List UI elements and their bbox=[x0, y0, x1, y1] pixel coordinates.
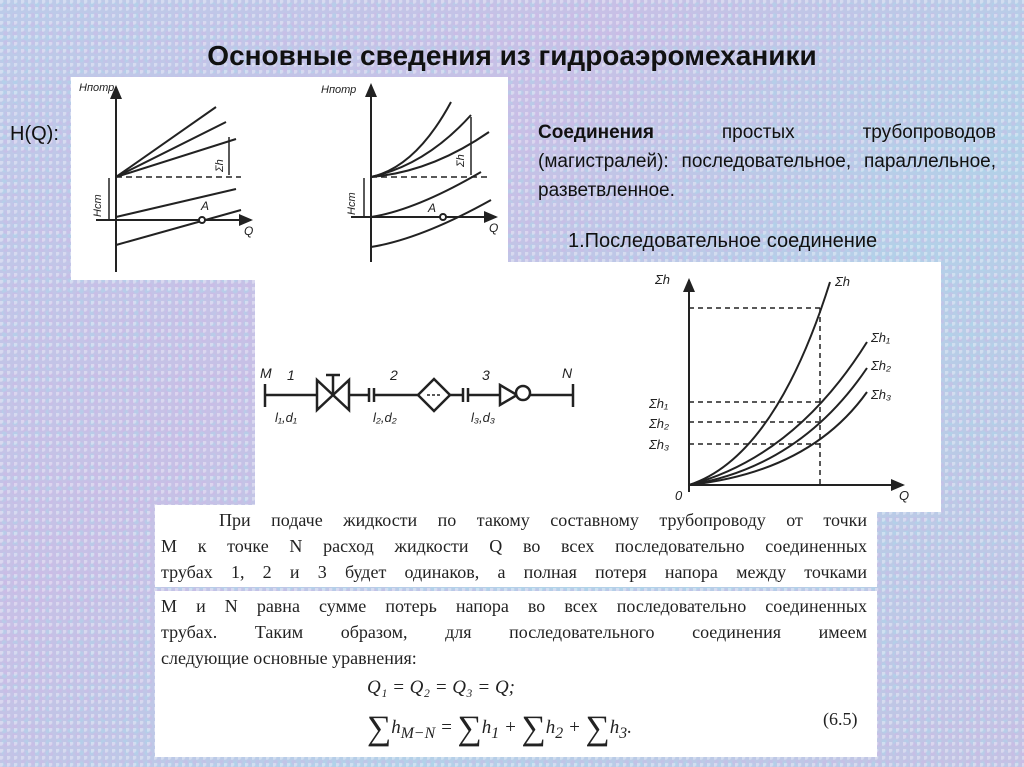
equation-2-h2: h bbox=[545, 717, 556, 738]
paragraph-1-line-2: M к точке N расход жидкости Q во всех последовательно соединенных bbox=[161, 536, 867, 556]
mid-y-label: Hпотр bbox=[321, 84, 357, 96]
sum-symbol-2: ∑ bbox=[521, 710, 546, 747]
mid-point-label: A bbox=[428, 201, 437, 215]
equation-2-plus-2: + bbox=[567, 717, 581, 738]
connections-text bbox=[538, 118, 996, 205]
mid-graph bbox=[351, 85, 499, 269]
equation-2-h3: h bbox=[609, 717, 620, 738]
hq-label: H(Q): bbox=[10, 123, 59, 145]
losses-y-label: Σh bbox=[655, 272, 671, 287]
paragraph-1-line-3: трубах 1, 2 и 3 будет одинаков, а полная потеря напора между точками bbox=[161, 562, 867, 582]
pipe-2-number: 2 bbox=[390, 367, 398, 383]
left-point-label: A bbox=[201, 199, 210, 213]
schematic-panel bbox=[255, 262, 941, 512]
mid-hst-label: Hст bbox=[346, 192, 358, 215]
connections-rest: простых трубопроводов (магистралей): последовательное, параллельное, разветвленное. bbox=[538, 122, 996, 201]
equation-2-h1: h bbox=[481, 717, 492, 738]
pipe-2-label: l₂,d₂ bbox=[373, 410, 397, 425]
left-point-a bbox=[199, 217, 205, 223]
pipe-1-label: l₁,d₁ bbox=[275, 410, 297, 425]
slide-title: Основные сведения из гидроаэромеханики bbox=[207, 40, 817, 71]
losses-curve-3-label: Σh₃ bbox=[871, 387, 892, 402]
mid-sum-label: Σh bbox=[455, 154, 467, 167]
left-pipe-line bbox=[116, 210, 241, 245]
equation-1: Q₁ = Q₂ = Q₃ = Q; bbox=[367, 677, 515, 698]
equation-2-end: . bbox=[627, 717, 632, 738]
losses-level-1-label: Σh₁ bbox=[649, 396, 669, 411]
left-static-line bbox=[116, 189, 236, 217]
equation-2 bbox=[367, 710, 632, 747]
equation-2-h2-sub: 2 bbox=[555, 724, 564, 742]
mid-static-curve bbox=[371, 172, 481, 217]
sum-symbol-lhs: ∑ bbox=[367, 710, 392, 747]
paragraph-1-line-1: При подаче жидкости по такому составному трубопроводу от точки bbox=[219, 510, 867, 530]
left-hst-label: Hст bbox=[92, 194, 104, 217]
paragraph-2-line-3: следующие основные уравнения: bbox=[161, 648, 417, 668]
losses-curve-3 bbox=[689, 392, 867, 485]
losses-curve-1-label: Σh₁ bbox=[871, 330, 891, 345]
equation-2-lhs-sub: M−N bbox=[400, 724, 436, 742]
left-graph bbox=[96, 87, 254, 272]
losses-origin-label: 0 bbox=[675, 488, 683, 503]
schematic-figure bbox=[255, 262, 941, 512]
sum-symbol-3: ∑ bbox=[585, 710, 610, 747]
mid-x-label: Q bbox=[489, 221, 499, 235]
left-curve-1 bbox=[116, 107, 216, 177]
left-x-label: Q bbox=[244, 224, 254, 238]
losses-curve-2 bbox=[689, 368, 867, 485]
schematic-end-label: N bbox=[562, 365, 573, 381]
losses-curve-total-label: Σh bbox=[835, 274, 851, 289]
connections-bold: Соединения bbox=[538, 122, 654, 143]
losses-level-3-label: Σh₃ bbox=[649, 437, 670, 452]
equation-2-lhs: h bbox=[391, 717, 401, 738]
paragraph-2-line-1: M и N равна сумме потерь напора во всех последовательно соединенных bbox=[161, 596, 867, 616]
check-valve-ball bbox=[516, 386, 530, 400]
losses-x-label: Q bbox=[899, 488, 910, 503]
paragraph-2-line-2: трубах. Таким образом, для последовательного соединения имеем bbox=[161, 622, 867, 642]
left-y-label: Hпотр bbox=[79, 82, 115, 94]
left-curve-2 bbox=[116, 122, 226, 177]
equation-2-equals: = bbox=[439, 717, 453, 738]
equation-2-h3-sub: 3 bbox=[619, 724, 628, 742]
hq-graphs-figure bbox=[71, 77, 508, 280]
sequential-title: 1.Последовательное соединение bbox=[568, 230, 878, 252]
sum-symbol-1: ∑ bbox=[457, 710, 482, 747]
check-valve-icon bbox=[500, 385, 517, 405]
equation-number: (6.5) bbox=[823, 709, 858, 729]
losses-level-2-label: Σh₂ bbox=[649, 416, 669, 431]
paragraph-2-panel bbox=[155, 591, 877, 757]
equation-2-plus-1: + bbox=[503, 717, 517, 738]
pipe-1-number: 1 bbox=[287, 367, 295, 383]
hq-graphs-panel bbox=[71, 77, 508, 280]
losses-curve-2-label: Σh₂ bbox=[871, 358, 891, 373]
pipe-3-number: 3 bbox=[482, 367, 490, 383]
schematic-start-label: M bbox=[260, 365, 272, 381]
pipeline bbox=[265, 375, 573, 411]
losses-graph bbox=[689, 280, 903, 492]
equation-2-h1-sub: 1 bbox=[491, 724, 500, 742]
left-sum-label: Σh bbox=[214, 159, 226, 172]
mid-curve-1 bbox=[371, 102, 451, 177]
paragraph-1-panel bbox=[155, 505, 877, 587]
mid-point-a bbox=[440, 214, 446, 220]
pipe-3-label: l₃,d₃ bbox=[471, 410, 496, 425]
